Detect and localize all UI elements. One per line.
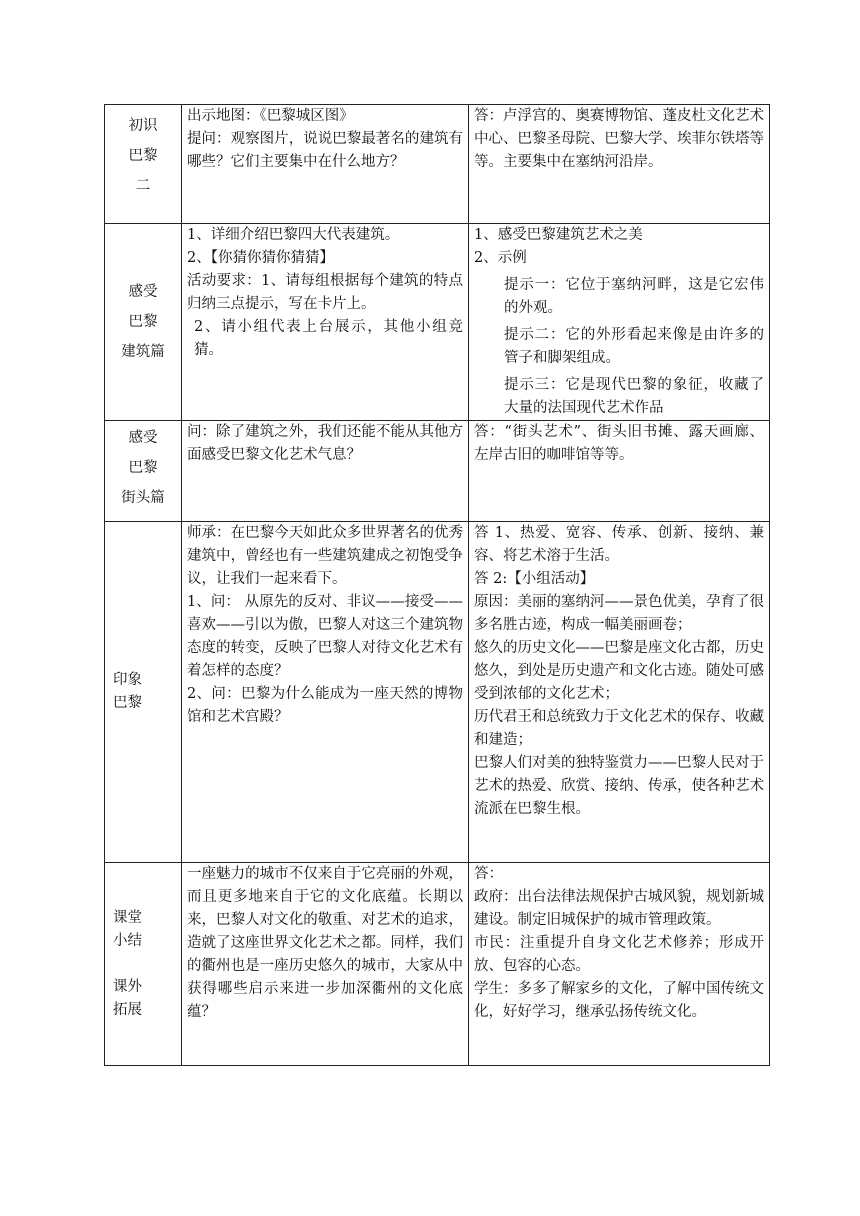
teacher-text: 师承：在巴黎今天如此众多世界著名的优秀建筑中，曾经也有一些建筑建成之初饱受争议，让我们一起来看下。 (187, 525, 463, 587)
student-text: 答 1、热爱、宽容、传承、创新、接纳、兼容、将艺术溶于生活。 (474, 525, 764, 564)
stage-label: 建筑篇 (121, 344, 165, 360)
stage-label: 初识 (128, 118, 158, 134)
teacher-activity-cell (182, 224, 469, 421)
stage-label-spacer (113, 953, 179, 976)
student-text: 悠久的历史文化——巴黎是座文化古都，历史悠久，到处是历史遗产和文化古迹。随处可感受到浓郁的文化艺术； (474, 640, 764, 702)
student-text: 市民：注重提升自身文化艺术修养；形成开放、包容的心态。 (474, 935, 764, 974)
student-activity-cell (469, 224, 770, 421)
stage-label: 印象 (113, 672, 142, 688)
table-row (105, 105, 770, 224)
student-activity-cell (469, 105, 770, 224)
teacher-activity-cell (182, 105, 469, 224)
teacher-activity-cell (182, 421, 469, 522)
stage-label: 巴黎 (128, 148, 158, 164)
teacher-text: 活动要求：1、请每组根据每个建筑的特点归纳三点提示，写在卡片上。 (187, 273, 463, 312)
student-text: 学生：多多了解家乡的文化，了解中国传统文化，好好学习，继承弘扬传统文化。 (474, 981, 764, 1020)
student-text: 提示二：它的外形看起来像是由许多的管子和脚架组成。 (504, 327, 764, 366)
stage-label: 二 (135, 178, 151, 194)
teacher-text: 1、问： 从原先的反对、非议——接受——喜欢——引以为傲，巴黎人对这三个建筑物态度的转变，反映了巴黎人对待文化艺术有着怎样的态度？ (187, 594, 463, 679)
student-text: 1、感受巴黎建筑艺术之美 (474, 227, 643, 243)
stage-label: 感受 (128, 284, 158, 300)
student-text: 政府：出台法律法规保护古城风貌，规划新城建设。制定旧城保护的城市管理政策。 (474, 889, 764, 928)
table-row (105, 863, 770, 1066)
teacher-text: 2、请小组代表上台展示，其他小组竞猜。 (194, 319, 463, 358)
stage-label-cell (105, 421, 182, 522)
stage-label: 街头篇 (121, 490, 165, 506)
teacher-text: 问：除了建筑之外，我们还能不能从其他方面感受巴黎文化艺术气息？ (187, 424, 463, 463)
student-text: 2、示例 (474, 250, 527, 266)
teacher-text: 出示地图：《巴黎城区图》 (187, 108, 354, 124)
teacher-activity-cell (182, 522, 469, 863)
table-row (105, 522, 770, 863)
student-activity-cell (469, 863, 770, 1066)
stage-label-cell (105, 105, 182, 224)
student-text: 答：“街头艺术”、街头旧书摊、露天画廊、左岸古旧的咖啡馆等等。 (474, 424, 764, 463)
teacher-text: 提问：观察图片，说说巴黎最著名的建筑有哪些？它们主要集中在什么地方？ (187, 131, 463, 170)
student-text: 答：卢浮宫的、奥赛博物馆、蓬皮杜文化艺术中心、巴黎圣母院、巴黎大学、埃菲尔铁塔等等。主要集中在塞纳河沿岸。 (474, 108, 764, 170)
teacher-text: 2、问：巴黎为什么能成为一座天然的博物馆和艺术宫殿？ (187, 686, 463, 725)
student-text: 答 2:【小组活动】 (474, 571, 595, 587)
student-text: 提示一：它位于塞纳河畔，这是它宏伟的外观。 (504, 277, 764, 316)
student-text: 历代君王和总统致力于文化艺术的保存、收藏和建造； (474, 709, 764, 748)
stage-label: 巴黎 (128, 460, 158, 476)
student-activity-cell (469, 421, 770, 522)
teacher-text: 2、【你猜你猜你猜猜】 (187, 250, 334, 266)
table-row (105, 421, 770, 522)
teacher-text: 一座魅力的城市不仅来自于它亮丽的外观，而且更多地来自于它的文化底蕴。长期以来，巴黎人对文化的敬重、对艺术的追求，造就了这座世界文化艺术之都。同样，我们的衢州也是一座历史悠久的城市，大家从中获得哪些启示来进一步加深衢州的文化底蕴？ (187, 866, 463, 1020)
table-row (105, 224, 770, 421)
student-text: 答： (474, 866, 503, 882)
stage-label-cell (105, 522, 182, 863)
stage-label: 课堂 (113, 909, 142, 926)
stage-label-cell (105, 224, 182, 421)
stage-label: 小结 (113, 932, 142, 949)
student-activity-cell (469, 522, 770, 863)
student-text: 提示三：它是现代巴黎的象征，收藏了大量的法国现代艺术作品 (504, 377, 764, 416)
stage-label: 巴黎 (128, 314, 158, 330)
stage-label-cell (105, 863, 182, 1066)
stage-label: 课外 (113, 978, 142, 995)
teacher-text: 1、详细介绍巴黎四大代表建筑。 (187, 227, 400, 243)
stage-label: 巴黎 (113, 695, 142, 711)
stage-label: 感受 (128, 430, 158, 446)
teacher-activity-cell (182, 863, 469, 1066)
student-text: 巴黎人们对美的独特鉴赏力——巴黎人民对于艺术的热爱、欣赏、接纳、传承，使各种艺术流派在巴黎生根。 (474, 755, 764, 817)
lesson-plan-table (104, 104, 770, 1066)
student-text: 原因：美丽的塞纳河——景色优美，孕育了很多名胜古迹，构成一幅美丽画卷； (474, 594, 764, 633)
stage-label: 拓展 (113, 1001, 142, 1018)
